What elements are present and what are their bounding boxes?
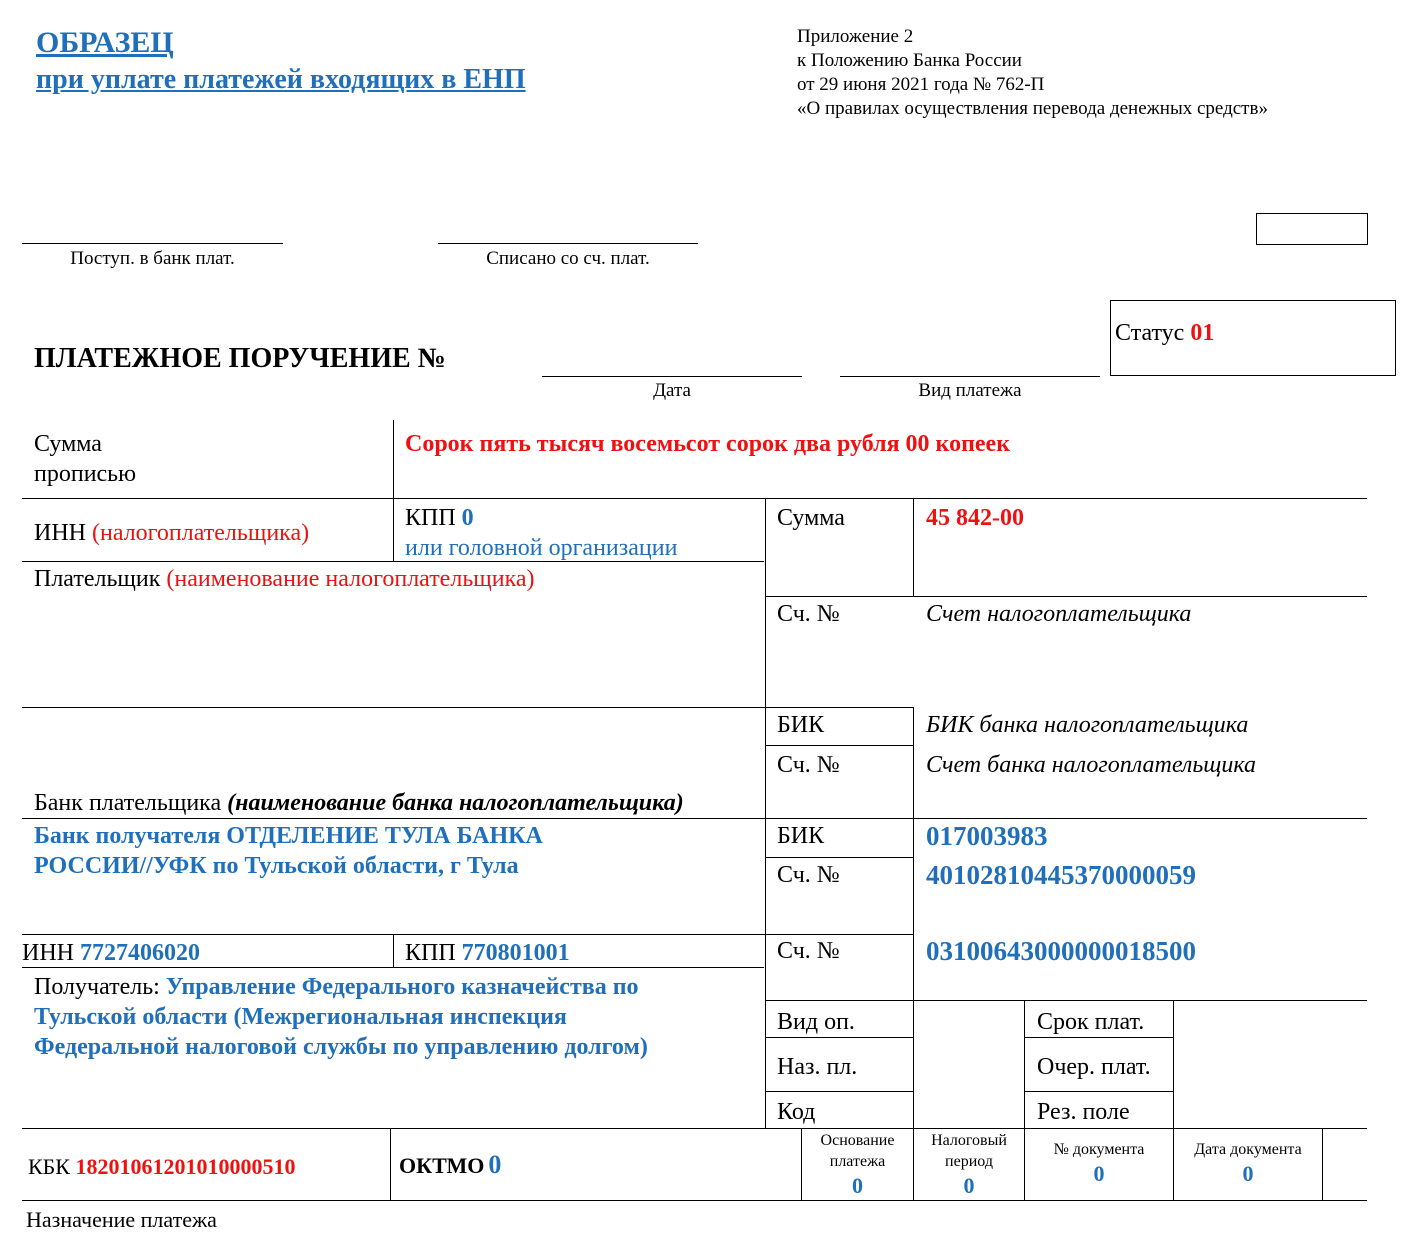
col-kbk-divider [390, 1128, 391, 1200]
rule-payer-bank-bottom [22, 818, 1367, 819]
payer-name-value: (наименование налогоплательщика) [166, 566, 535, 592]
basis-label-1: Основание [820, 1132, 895, 1149]
payer-account-value: Счет налогоплательщика [926, 601, 1192, 627]
period-value: 0 [963, 1173, 975, 1198]
debited-label: Списано со сч. плат. [486, 248, 650, 269]
rule-tax-bottom [22, 1200, 1367, 1201]
recipient-bank-line-2: РОССИИ//УФК по Тульской области, г Тула [34, 853, 519, 879]
recipient-name-field [34, 973, 639, 1001]
appendix-line-2: к Положению Банка России [797, 50, 1022, 71]
col-term-divider [1173, 1000, 1174, 1128]
doc-number-label: № документа [1053, 1141, 1145, 1158]
basis-value: 0 [852, 1173, 863, 1198]
sum-label: Сумма [777, 505, 845, 531]
period-label-2: период [945, 1153, 993, 1170]
period-label-1: Налоговый [931, 1132, 1007, 1149]
recipient-corr-account-value: 40102810445370000059 [926, 860, 1196, 890]
status-box [1110, 300, 1396, 376]
status-field [1115, 319, 1214, 347]
appendix-line-4: «О правилах осуществления перевода денежных средств» [797, 98, 1268, 119]
status-label: Статус [1115, 320, 1185, 346]
recipient-kpp-field [405, 939, 570, 967]
amount-words-value: Сорок пять тысяч восемьсот сорок два рубля 00 копеек [405, 431, 1011, 457]
recipient-name-label: Получатель: [34, 974, 160, 1000]
rule-payer-bottom [22, 707, 914, 708]
doc-number-value: 0 [1093, 1161, 1105, 1186]
col-rinn-divider [393, 934, 394, 967]
rule-rbik-bottom [765, 857, 914, 858]
recipient-inn-label: ИНН [22, 940, 74, 966]
payer-kpp-label: КПП [405, 505, 456, 531]
payer-inn-field [34, 519, 309, 547]
status-value: 01 [1190, 320, 1215, 346]
received-line [22, 243, 283, 244]
payer-bik-value: БИК банка налогоплательщика [926, 712, 1249, 738]
rule-rbank-bottom [22, 934, 914, 935]
rule-sum-bottom [765, 596, 1367, 597]
received-label: Поступ. в банк плат. [70, 248, 235, 269]
payer-bank-label: Банк плательщика [34, 790, 222, 816]
rule-recipient-bottom [22, 1128, 1367, 1129]
rule-term-bottom [1025, 1037, 1173, 1038]
recipient-bik-value: 017003983 [926, 821, 1048, 851]
recipient-kpp-value: 770801001 [461, 940, 570, 966]
appendix-line-3: от 29 июня 2021 года № 762-П [797, 74, 1045, 95]
rule-rinn-bottom [22, 967, 764, 968]
date-line [542, 376, 802, 377]
recipient-corr-account-label: Сч. № [777, 862, 840, 888]
order-title: ПЛАТЕЖНОЕ ПОРУЧЕНИЕ № [34, 343, 446, 374]
recipient-inn-field [22, 939, 200, 967]
debited-line [438, 243, 698, 244]
rule-opt-bottom [765, 1037, 914, 1038]
recipient-kpp-label: КПП [405, 940, 456, 966]
col-bik-divider [913, 707, 914, 1128]
col-docdate-divider [1322, 1128, 1323, 1200]
oktmo-label: ОКТМО [399, 1153, 485, 1178]
payer-inn-value: (налогоплательщика) [92, 520, 310, 546]
priority-label: Очер. плат. [1037, 1054, 1151, 1080]
payer-name-label: Плательщик [34, 566, 161, 592]
recipient-name-line-2: Тульской области (Межрегиональная инспекция [34, 1004, 567, 1030]
sum-value: 45 842-00 [926, 505, 1024, 531]
purpose-label: Назначение платежа [26, 1207, 217, 1232]
reserve-label: Рез. поле [1037, 1099, 1130, 1125]
term-label: Срок плат. [1037, 1009, 1145, 1035]
appendix-line-1: Приложение 2 [797, 26, 914, 47]
kbk-field [28, 1154, 295, 1180]
payer-bank-account-value: Счет банка налогоплательщика [926, 752, 1257, 778]
payer-kpp-value: 0 [461, 505, 474, 531]
payment-type-label: Вид платежа [918, 380, 1022, 401]
amount-words-label-2: прописью [34, 461, 137, 487]
recipient-name-line-3: Федеральной налоговой службы по управлению долгом) [34, 1034, 648, 1060]
payer-name-field [34, 565, 535, 593]
purpose-type-label: Наз. пл. [777, 1054, 858, 1080]
payer-account-label: Сч. № [777, 601, 840, 627]
sample-subtitle: при уплате платежей входящих в ЕНП [36, 64, 526, 95]
rule-bik-bottom [765, 745, 914, 746]
oktmo-value: 0 [488, 1150, 502, 1179]
col-sum-divider [913, 498, 914, 596]
payer-bik-label: БИК [777, 712, 825, 738]
recipient-bank-line-1: Банк получателя ОТДЕЛЕНИЕ ТУЛА БАНКА [34, 823, 543, 849]
payer-kpp-note: или головной организации [405, 535, 678, 561]
recipient-account-label: Сч. № [777, 938, 840, 964]
payer-bank-value: (наименование банка налогоплательщика) [227, 790, 684, 816]
op-type-label: Вид оп. [777, 1009, 855, 1035]
recipient-account-value: 03100643000000018500 [926, 936, 1196, 966]
payer-kpp-field [405, 504, 474, 532]
recipient-bik-label: БИК [777, 823, 825, 849]
rule-purp-bottom [765, 1091, 914, 1092]
basis-label-2: платежа [829, 1153, 886, 1170]
date-label: Дата [653, 380, 691, 401]
recipient-name-line-1: Управление Федерального казначейства по [165, 974, 639, 1000]
doc-date-value: 0 [1242, 1161, 1254, 1186]
col-amount-divider [393, 420, 394, 561]
payer-bank-field [34, 789, 684, 817]
recipient-inn-value: 7727406020 [80, 940, 200, 966]
rule-racc-bottom [765, 1000, 1367, 1001]
kbk-value: 18201061201010000510 [75, 1154, 296, 1179]
amount-words-label-1: Сумма [34, 431, 102, 457]
col-mid-divider [765, 498, 766, 1128]
payer-bank-account-label: Сч. № [777, 752, 840, 778]
kbk-label: КБК [28, 1154, 70, 1179]
rule-amount-bottom [22, 498, 1367, 499]
col-code-divider [1024, 1000, 1025, 1128]
form-code-box [1256, 213, 1368, 245]
payment-type-line [840, 376, 1100, 377]
oktmo-field [399, 1150, 501, 1180]
doc-date-label: Дата документа [1194, 1141, 1302, 1158]
payer-inn-label: ИНН [34, 520, 86, 546]
rule-prio-bottom [1025, 1091, 1173, 1092]
code-label: Код [777, 1099, 816, 1125]
sample-title: ОБРАЗЕЦ [36, 26, 174, 59]
